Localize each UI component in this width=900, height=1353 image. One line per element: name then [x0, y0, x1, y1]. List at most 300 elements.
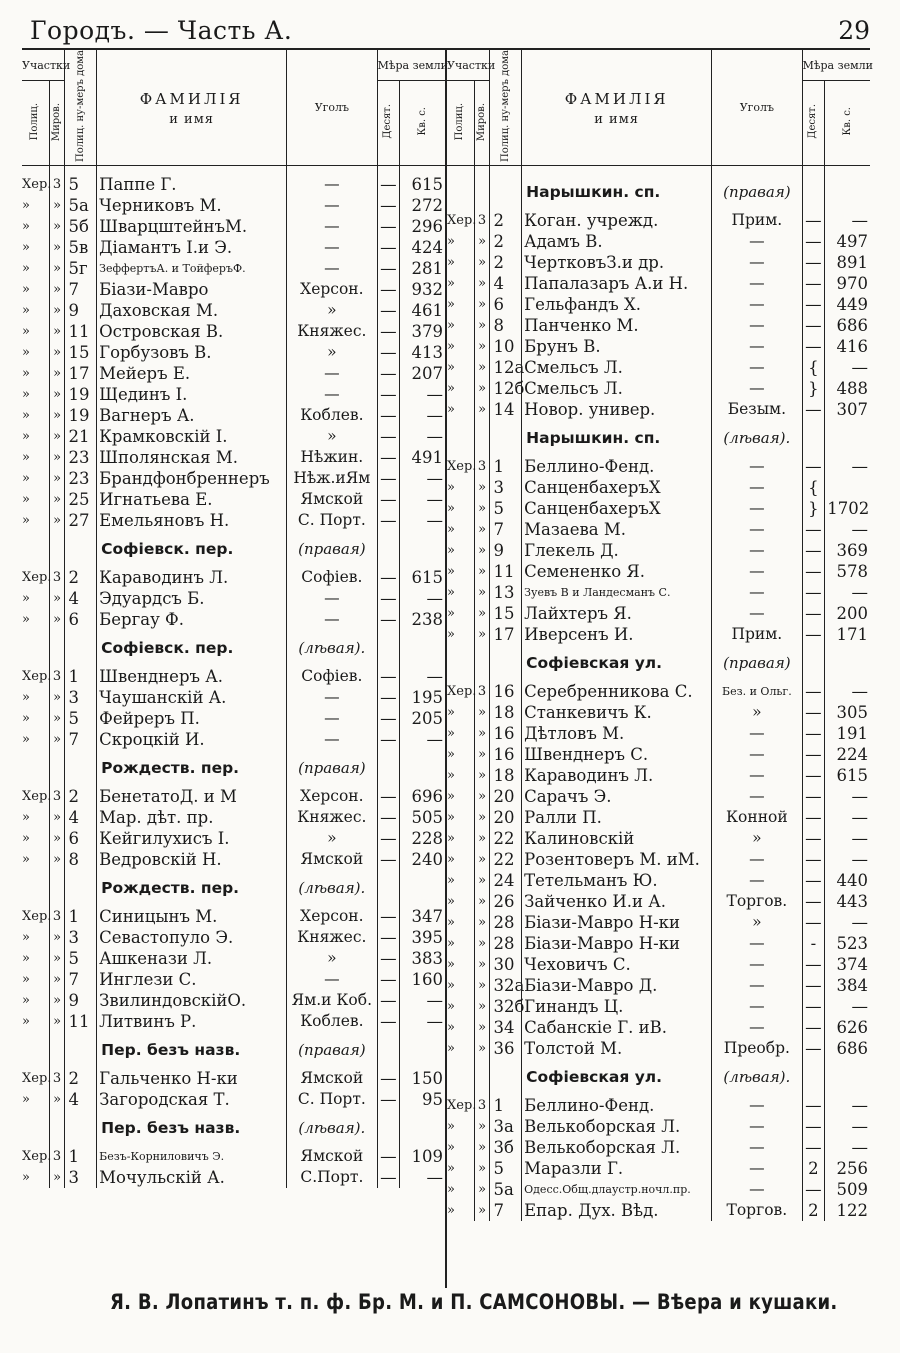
- house-number: 6: [65, 609, 97, 630]
- page-header: [30, 14, 870, 50]
- street-name: Нарышкин. сп.: [522, 166, 712, 211]
- empty-cell: [22, 531, 49, 567]
- magistrate-district: 3: [49, 1146, 65, 1167]
- house-number: 11: [65, 321, 97, 342]
- empty-cell: [377, 630, 400, 666]
- owner-row: [22, 1146, 445, 1167]
- owner-row: [22, 666, 445, 687]
- empty-cell: [65, 1110, 97, 1146]
- empty-cell: [377, 1032, 400, 1068]
- owner-row: [22, 828, 445, 849]
- house-number: 32б: [490, 996, 522, 1017]
- land-sq-sazhens: 369: [836, 541, 868, 561]
- land-sq-sazhens: —: [851, 1138, 868, 1158]
- land-desyatins: —: [802, 891, 825, 912]
- owner-row: [22, 447, 445, 468]
- magistrate-district: »: [474, 294, 490, 315]
- owner-row: [22, 1011, 445, 1032]
- owner-row: [447, 807, 870, 828]
- magistrate-district: »: [474, 519, 490, 540]
- house-number: 4: [65, 1089, 97, 1110]
- house-number: 3: [65, 687, 97, 708]
- land-sq-sazhens: 413: [411, 343, 443, 363]
- land-sq-sazhens: —: [851, 829, 868, 849]
- owner-row: [22, 990, 445, 1011]
- owner-row: [447, 399, 870, 420]
- land-sq-sazhens: 160: [411, 970, 443, 990]
- magistrate-district: »: [49, 426, 65, 447]
- police-district: »: [22, 237, 49, 258]
- police-district: »: [447, 336, 474, 357]
- corner-street: С. Порт.: [287, 510, 377, 531]
- owner-name: Новор. универ.: [522, 399, 712, 420]
- owner-name: ЗеффертъА. и ТойферъФ.: [97, 258, 287, 279]
- street-side: (правая): [287, 750, 377, 786]
- street-side: (правая): [712, 645, 802, 681]
- magistrate-district: »: [49, 489, 65, 510]
- police-district: »: [22, 1011, 49, 1032]
- owner-name: Діамантъ І.и Э.: [97, 237, 287, 258]
- house-number: 7: [490, 519, 522, 540]
- empty-cell: [49, 750, 65, 786]
- magistrate-district: »: [49, 195, 65, 216]
- owner-row: [22, 708, 445, 729]
- owner-row: [447, 723, 870, 744]
- police-district: »: [447, 807, 474, 828]
- police-district: »: [447, 870, 474, 891]
- police-district: »: [447, 996, 474, 1017]
- corner-street: —: [287, 969, 377, 990]
- corner-street: »: [712, 702, 802, 723]
- owner-name: СанценбахеръХ: [522, 498, 712, 519]
- police-district: »: [447, 540, 474, 561]
- magistrate-district: 3: [474, 456, 490, 477]
- land-sq-sazhens: —: [851, 211, 868, 231]
- owner-row: [447, 477, 870, 498]
- house-number: 5а: [65, 195, 97, 216]
- land-desyatins: —: [802, 315, 825, 336]
- house-number: 7: [65, 279, 97, 300]
- magistrate-district: »: [49, 588, 65, 609]
- land-sq-sazhens: 970: [836, 274, 868, 294]
- corner-street: Ямской: [287, 1068, 377, 1089]
- land-sq-sazhens: —: [426, 730, 443, 750]
- magistrate-district: »: [474, 1116, 490, 1137]
- magistrate-district: »: [49, 510, 65, 531]
- magistrate-district: »: [49, 384, 65, 405]
- land-sq-sazhens: —: [851, 850, 868, 870]
- empty-cell: [447, 166, 474, 211]
- land-desyatins: —: [377, 807, 400, 828]
- kv-header: Кв. с.: [416, 107, 428, 136]
- corner-street: Преобр.: [712, 1038, 802, 1059]
- owner-row: [447, 891, 870, 912]
- corner-street: »: [712, 828, 802, 849]
- owner-name: Мейеръ Е.: [97, 363, 287, 384]
- owner-row: [22, 1089, 445, 1110]
- magistrate-district: »: [474, 378, 490, 399]
- owner-name: Чеховичъ С.: [522, 954, 712, 975]
- land-sq-sazhens: 238: [411, 610, 443, 630]
- owner-name: Панченко М.: [522, 315, 712, 336]
- street-section-row: [22, 630, 445, 666]
- land-sq-sazhens: 224: [836, 745, 868, 765]
- owner-name: Ралли П.: [522, 807, 712, 828]
- street-name: Софіевская ул.: [522, 1059, 712, 1095]
- owner-name: Бiази-Мавро Д.: [522, 975, 712, 996]
- land-sq-sazhens: 281: [411, 259, 443, 279]
- house-number: 1: [65, 906, 97, 927]
- advertisement-footer: Я. В. Лопатинъ т. п. ф. Бр. М. и П. САМСОНОВЫ. — Вѣера и кушаки.: [110, 1290, 838, 1314]
- house-number: 12а: [490, 357, 522, 378]
- corner-street: —: [287, 216, 377, 237]
- police-district: »: [447, 975, 474, 996]
- empty-cell: [490, 1059, 522, 1095]
- police-district: Хер.: [447, 456, 474, 477]
- empty-cell: [65, 870, 97, 906]
- house-number: 24: [490, 870, 522, 891]
- police-district: »: [447, 723, 474, 744]
- street-name: Пер. безъ назв.: [97, 1032, 287, 1068]
- land-desyatins: —: [802, 681, 825, 702]
- corner-street: Нѣж.иЯм: [287, 468, 377, 489]
- land-sq-sazhens: —: [426, 589, 443, 609]
- house-number: 1: [490, 1095, 522, 1116]
- house-number: 5г: [65, 258, 97, 279]
- corner-street: —: [712, 954, 802, 975]
- magistrate-district: »: [474, 357, 490, 378]
- owner-row: [447, 624, 870, 645]
- house-number: 9: [490, 540, 522, 561]
- magistrate-district: »: [474, 582, 490, 603]
- owner-row: [447, 1137, 870, 1158]
- magistrate-district: »: [49, 969, 65, 990]
- corner-street: —: [712, 378, 802, 399]
- house-number: 5а: [490, 1179, 522, 1200]
- owner-name: Мочульскій А.: [97, 1167, 287, 1188]
- house-number: 16: [490, 723, 522, 744]
- magistrate-district: »: [474, 624, 490, 645]
- owner-name: Коган. учрежд.: [522, 210, 712, 231]
- magistrate-district: 3: [49, 786, 65, 807]
- owner-row: [447, 912, 870, 933]
- owner-name: Сабанскіе Г. иВ.: [522, 1017, 712, 1038]
- police-district: »: [22, 489, 49, 510]
- police-district: Хер.: [22, 906, 49, 927]
- owner-row: [447, 786, 870, 807]
- land-sq-sazhens: 240: [411, 850, 443, 870]
- street-section-row: [22, 1110, 445, 1146]
- land-sq-sazhens: —: [426, 469, 443, 489]
- land-desyatins: —: [377, 468, 400, 489]
- house-number: 32а: [490, 975, 522, 996]
- land-desyatins: —: [802, 210, 825, 231]
- owner-name: Швенднеръ А.: [97, 666, 287, 687]
- land-desyatins: —: [802, 582, 825, 603]
- corner-street: »: [712, 912, 802, 933]
- corner-street: —: [712, 1017, 802, 1038]
- police-district: »: [22, 300, 49, 321]
- empty-cell: [22, 1032, 49, 1068]
- land-desyatins: }: [802, 498, 825, 519]
- police-district: »: [447, 561, 474, 582]
- police-district: »: [22, 363, 49, 384]
- police-district: »: [22, 510, 49, 531]
- right-table: [447, 50, 873, 1221]
- corner-street: —: [712, 996, 802, 1017]
- owner-row: [22, 468, 445, 489]
- magistrate-district: »: [474, 603, 490, 624]
- land-desyatins: —: [377, 363, 400, 384]
- magistrate-district: »: [49, 468, 65, 489]
- house-number: 21: [65, 426, 97, 447]
- land-desyatins: —: [802, 519, 825, 540]
- house-number: 2: [490, 252, 522, 273]
- land-desyatins: —: [802, 975, 825, 996]
- owner-row: [447, 519, 870, 540]
- owner-name: Кейгилухисъ І.: [97, 828, 287, 849]
- house-number: 14: [490, 399, 522, 420]
- house-number: 19: [65, 384, 97, 405]
- owner-name: БенетатоД. и М: [97, 786, 287, 807]
- magistrate-district: »: [474, 765, 490, 786]
- owner-name: Иверсенъ И.: [522, 624, 712, 645]
- police-district: »: [22, 342, 49, 363]
- house-number: 5в: [65, 237, 97, 258]
- land-desyatins: —: [377, 687, 400, 708]
- house-number: 11: [490, 561, 522, 582]
- house-number: 27: [65, 510, 97, 531]
- magistrate-district: »: [474, 1137, 490, 1158]
- empty-cell: [802, 1059, 825, 1095]
- house-number: 1: [65, 666, 97, 687]
- empty-cell: [474, 420, 490, 456]
- house-number: 9: [65, 990, 97, 1011]
- corner-street: Софіев.: [287, 567, 377, 588]
- left-column: [22, 50, 448, 1288]
- owner-row: [22, 489, 445, 510]
- owner-row: [447, 252, 870, 273]
- owner-name: Калиновскій: [522, 828, 712, 849]
- land-desyatins: —: [802, 1179, 825, 1200]
- land-sq-sazhens: 200: [836, 604, 868, 624]
- owner-row: [22, 216, 445, 237]
- empty-cell: [65, 1032, 97, 1068]
- empty-cell: [802, 645, 825, 681]
- magistrate-district: »: [49, 708, 65, 729]
- land-desyatins: —: [802, 231, 825, 252]
- magistrate-district: »: [49, 405, 65, 426]
- land-desyatins: —: [802, 252, 825, 273]
- owner-row: [22, 195, 445, 216]
- corner-street: —: [712, 519, 802, 540]
- street-section-row: [447, 420, 870, 456]
- police-district: »: [447, 582, 474, 603]
- owner-row: [447, 1158, 870, 1179]
- police-district: »: [447, 1116, 474, 1137]
- magistrate-district: »: [49, 927, 65, 948]
- empty-cell: [474, 645, 490, 681]
- empty-cell: [474, 1059, 490, 1095]
- owner-name: Папалазаръ А.и Н.: [522, 273, 712, 294]
- magistrate-district: »: [49, 342, 65, 363]
- street-name: Пер. безъ назв.: [97, 1110, 287, 1146]
- land-sq-sazhens: 615: [411, 175, 443, 195]
- owner-row: [447, 975, 870, 996]
- police-district: »: [447, 315, 474, 336]
- land-desyatins: —: [377, 510, 400, 531]
- corner-street: —: [712, 336, 802, 357]
- land-sq-sazhens: 171: [836, 625, 868, 645]
- owner-name: Караводинъ Л.: [522, 765, 712, 786]
- house-number: 4: [65, 588, 97, 609]
- land-desyatins: —: [377, 1167, 400, 1188]
- empty-cell: [400, 1032, 445, 1068]
- owner-row: [447, 603, 870, 624]
- house-number: 5: [490, 1158, 522, 1179]
- house-number: 3: [65, 927, 97, 948]
- land-sq-sazhens: 305: [836, 703, 868, 723]
- owner-row: [447, 702, 870, 723]
- owner-name: Адамъ В.: [522, 231, 712, 252]
- land-desyatins: —: [802, 1038, 825, 1059]
- owner-name: Горбузовъ В.: [97, 342, 287, 363]
- owner-row: [447, 561, 870, 582]
- corner-street: —: [287, 166, 377, 196]
- land-sq-sazhens: —: [851, 457, 868, 477]
- land-desyatins: 2: [802, 1200, 825, 1221]
- corner-street: —: [712, 1116, 802, 1137]
- owner-row: [22, 237, 445, 258]
- magistrate-district: »: [474, 498, 490, 519]
- empty-cell: [377, 750, 400, 786]
- house-number: 20: [490, 786, 522, 807]
- magistrate-district: »: [49, 216, 65, 237]
- house-number: 12б: [490, 378, 522, 399]
- police-district: »: [22, 405, 49, 426]
- magistrate-district: »: [49, 447, 65, 468]
- owner-row: [447, 1038, 870, 1059]
- land-desyatins: —: [377, 321, 400, 342]
- owner-row: [22, 948, 445, 969]
- owner-name: Чаушанскій А.: [97, 687, 287, 708]
- corner-street: —: [287, 237, 377, 258]
- owner-name: Крамковскій І.: [97, 426, 287, 447]
- land-desyatins: —: [802, 399, 825, 420]
- land-sq-sazhens: 205: [411, 709, 443, 729]
- owner-name: Бiази-Мавро Н-ки: [522, 912, 712, 933]
- owner-row: [22, 405, 445, 426]
- corner-street: —: [712, 933, 802, 954]
- left-table-header: [22, 50, 448, 166]
- police-district: Хер.: [447, 681, 474, 702]
- land-sq-sazhens: —: [426, 511, 443, 531]
- magistrate-district: »: [474, 807, 490, 828]
- corner-street: Нѣжин.: [287, 447, 377, 468]
- police-district: »: [447, 477, 474, 498]
- owner-row: [22, 1167, 445, 1188]
- familia-header: ФАМИЛІЯ: [564, 89, 669, 108]
- police-district: »: [447, 1137, 474, 1158]
- owner-row: [22, 906, 445, 927]
- magistrate-district: »: [474, 1179, 490, 1200]
- magistrate-district: »: [49, 258, 65, 279]
- land-desyatins: —: [377, 405, 400, 426]
- imya-header: и имя: [169, 111, 215, 127]
- owner-row: [22, 927, 445, 948]
- corner-street: Торгов.: [712, 891, 802, 912]
- land-desyatins: —: [377, 708, 400, 729]
- magistrate-district: »: [49, 990, 65, 1011]
- police-district: »: [22, 729, 49, 750]
- land-desyatins: —: [802, 456, 825, 477]
- empty-cell: [22, 1110, 49, 1146]
- land-sq-sazhens: 424: [411, 238, 443, 258]
- owner-row: [447, 870, 870, 891]
- owner-name: Севастопуло Э.: [97, 927, 287, 948]
- owner-row: [447, 378, 870, 399]
- police-district: »: [22, 447, 49, 468]
- land-sq-sazhens: 383: [411, 949, 443, 969]
- magistrate-district: »: [49, 363, 65, 384]
- owner-row: [447, 765, 870, 786]
- corner-street: Прим.: [712, 624, 802, 645]
- owner-name: Бiази-Мавро Н-ки: [522, 933, 712, 954]
- street-side: (лѣвая).: [287, 870, 377, 906]
- house-number: 25: [65, 489, 97, 510]
- owner-name: ЗвилиндовскійО.: [97, 990, 287, 1011]
- owner-name: Караводинъ Л.: [97, 567, 287, 588]
- owner-name: Вагнеръ А.: [97, 405, 287, 426]
- magistrate-district: »: [474, 912, 490, 933]
- land-desyatins: —: [377, 447, 400, 468]
- house-number: 11: [65, 1011, 97, 1032]
- empty-cell: [400, 531, 445, 567]
- corner-street: Херсон.: [287, 906, 377, 927]
- magistrate-district: 3: [49, 567, 65, 588]
- corner-street: —: [712, 1095, 802, 1116]
- land-sq-sazhens: 523: [836, 934, 868, 954]
- police-district: »: [447, 912, 474, 933]
- police-district: »: [22, 384, 49, 405]
- page-number: 29: [838, 16, 870, 45]
- land-sq-sazhens: 891: [836, 253, 868, 273]
- land-sq-sazhens: 416: [836, 337, 868, 357]
- house-number: 2: [65, 786, 97, 807]
- owner-name: Черниковъ М.: [97, 195, 287, 216]
- street-side: (лѣвая).: [712, 420, 802, 456]
- house-number: 19: [65, 405, 97, 426]
- magistrate-district: »: [474, 786, 490, 807]
- magistrate-district: »: [474, 870, 490, 891]
- land-desyatins: —: [802, 744, 825, 765]
- owner-name: Беллино-Фенд.: [522, 456, 712, 477]
- ugol-header: Уголъ: [712, 50, 802, 166]
- land-desyatins: —: [802, 786, 825, 807]
- police-district: »: [22, 609, 49, 630]
- house-number: 16: [490, 681, 522, 702]
- land-sq-sazhens: 228: [411, 829, 443, 849]
- police-district: »: [22, 195, 49, 216]
- police-district: Хер.: [22, 166, 49, 196]
- left-table-body: [22, 166, 445, 1189]
- corner-street: Ямской: [287, 1146, 377, 1167]
- owner-name: Зуевъ В и Ландесманъ С.: [522, 582, 712, 603]
- land-desyatins: {: [802, 357, 825, 378]
- house-number: 9: [65, 300, 97, 321]
- magistrate-district: »: [474, 315, 490, 336]
- owner-row: [447, 744, 870, 765]
